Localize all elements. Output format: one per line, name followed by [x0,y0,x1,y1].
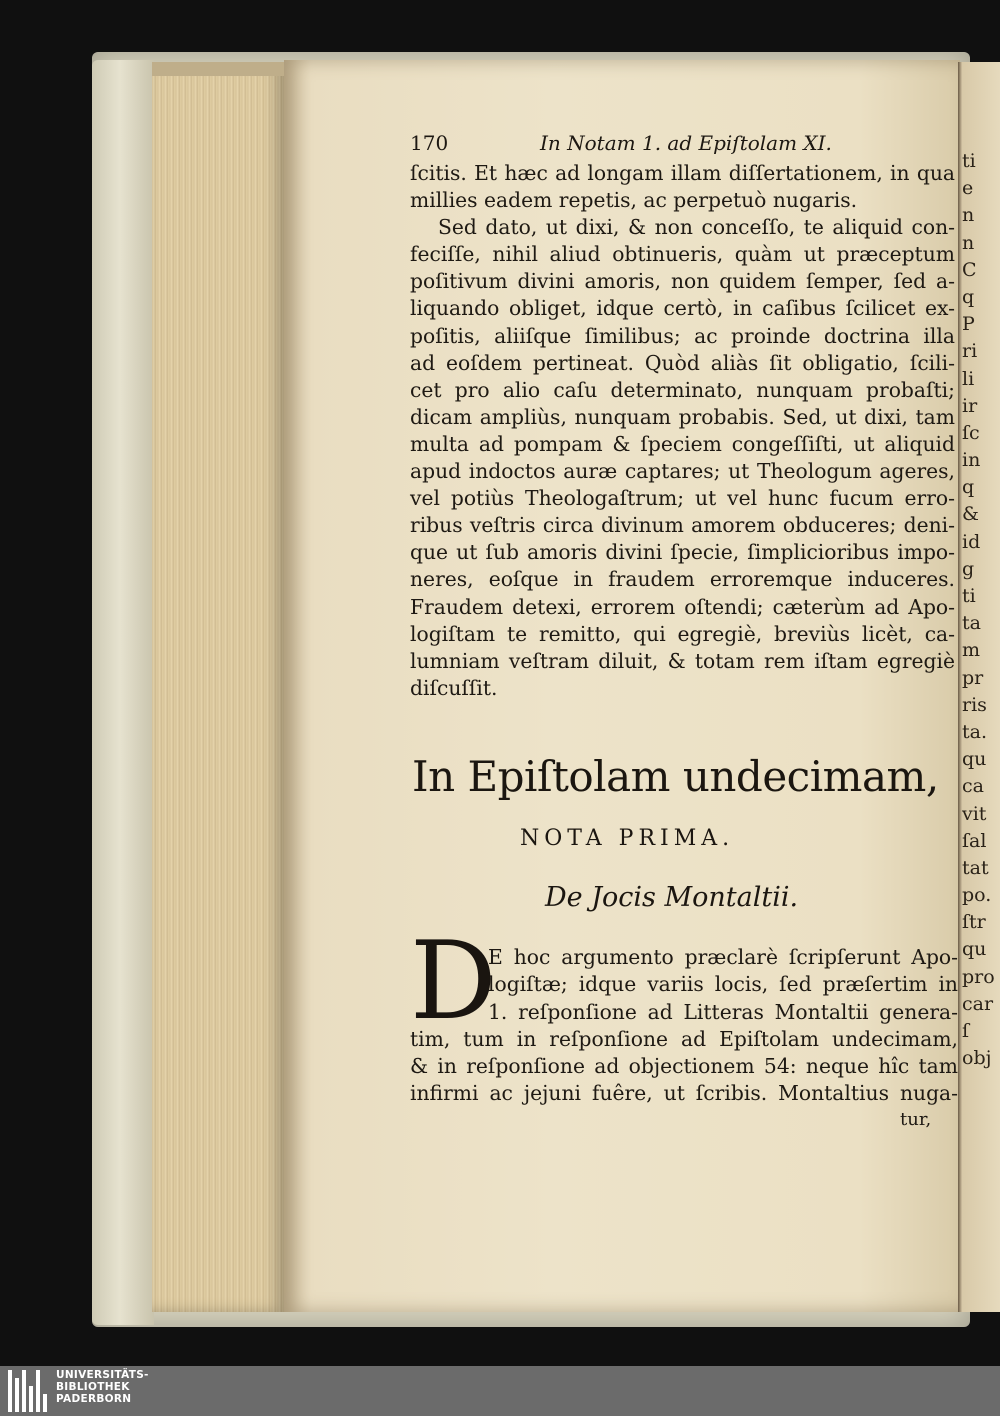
library-logo-icon [8,1370,50,1412]
facing-page-fragment: ſ [962,1020,970,1042]
facing-page-fragment: tat [962,856,989,879]
facing-page-fragment: ca [962,775,984,798]
facing-page-fragment: ris [962,693,987,716]
facing-page-fragment: n [962,231,975,254]
paragraph-1 [410,160,955,702]
text-line: que ut ſub amoris divini ſpecie, ſimplicioribus impo- [410,540,955,565]
facing-page-fragment: pro [962,965,995,988]
text-line: apud indoctos auræ captares; ut Theologum ageres, [410,459,955,484]
facing-page-fragment: q [962,285,975,308]
facing-page-fragment: e [962,177,974,200]
facing-page-fragment: m [962,639,981,662]
text-line: dicam ampliùs, nunquam probabis. Sed, ut dixi, tam [410,404,955,429]
section-subtitle: NOTA PRIMA. [520,826,735,851]
catchword: tur, [900,1109,932,1130]
text-line: 1. reſponſione ad Litteras Montaltii genera- [488,999,958,1024]
text-line: ſcitis. Et hæc ad longam illam diſſertationem, in qua [410,161,955,185]
page-edges-top [152,62,284,76]
facing-page-fragment: ta. [962,720,988,743]
text-line: feciſſe, nihil aliud obtinueris, quàm ut præceptum [410,242,955,267]
text-line: tim, tum in reſponſione ad Epiſtolam undecimam, [410,1026,958,1051]
text-line: poſitis, aliiſque ſimilibus; ac proinde doctrina illa [410,323,955,348]
facing-page-fragment: ſtr [962,911,986,934]
page-header [410,131,840,161]
facing-page-fragment: g [962,557,975,580]
facing-page-fragment: C [962,258,977,281]
text-line: logiſtam te remitto, qui egregiè, breviùs licèt, ca- [410,621,955,646]
facing-page-text [962,148,1000,1072]
text-line: Sed dato, ut dixi, & non conceſſo, te aliquid con- [438,215,955,240]
text-line: cet pro alio caſu determinato, nunquam probaſti; [410,377,955,402]
facing-page-fragment: P [962,313,975,336]
facing-page-fragment: ſal [962,829,987,852]
book-cover-edge [92,60,154,1325]
text-line: multa ad pompam & ſpeciem congeſſiſti, ut aliquid [410,431,955,456]
facing-page-fragment: car [962,992,994,1015]
library-name [56,1369,149,1405]
text-line: E hoc argumento præclarè ſcripſerunt Apo- [488,945,958,969]
facing-page-fragment: & [962,503,979,526]
text-line: & in reſponſione ad objectionem 54: neque hîc tam [410,1054,958,1079]
facing-page-fragment: q [962,476,975,499]
facing-page-fragment: in [962,449,981,472]
library-name-line: UNIVERSITÄTS- [56,1369,149,1381]
facing-page-fragment: pr [962,666,984,689]
text-line: ribus veſtris circa divinum amorem obduceres; deni- [410,513,955,538]
facing-page-fragment: ir [962,394,978,417]
page-edges [152,62,284,1312]
text-line: liquando obliget, idque certò, in caſibus ſcilicet ex- [410,296,955,321]
library-name-line: BIBLIOTHEK [56,1381,130,1393]
library-name-line: PADERBORN [56,1393,132,1405]
paragraph-2 [410,919,958,1108]
facing-page-fragment: ti [962,585,976,607]
facing-page-fragment: ta [962,612,981,635]
page-number: 170 [410,131,449,155]
text-line: lumniam veſtram diluit, & totam rem iſtam egregiè [410,648,955,673]
drop-cap: D [410,919,497,1044]
facing-page-fragment: po. [962,884,992,907]
facing-page-fragment: ſc [962,421,980,444]
text-line: vel potiùs Theologaſtrum; ut vel hunc fucum erro- [410,486,955,511]
facing-page-fragment: vit [962,802,987,825]
text-line: diſcuſſit. [410,675,498,700]
text-line: infirmi ac jejuni fuêre, ut ſcribis. Montaltius nuga- [410,1081,958,1106]
facing-page-fragment: id [962,530,981,553]
section-topic: De Jocis Montaltii. [545,882,799,913]
text-line: Fraudem detexi, errorem oſtendi; cæterùm ad Apo- [410,594,955,619]
text-line: ad eoſdem pertineat. Quòd aliàs ſit obligatio, ſcili- [410,350,955,375]
facing-page-fragment: n [962,204,975,227]
footer-bar [0,1366,1000,1416]
section-title: In Epiſtolam undecimam, [412,752,939,801]
text-line: millies eadem repetis, ac perpetuò nugaris. [410,188,858,213]
facing-page-fragment: ti [962,150,976,172]
facing-page-fragment: qu [962,748,987,771]
text-line: logiſtæ; idque variis locis, ſed præſertim in [488,972,958,997]
text-line: neres, eoſque in fraudem erroremque induceres. [410,567,955,592]
facing-page-fragment: ri [962,340,978,363]
text-line: poſitivum divini amoris, non quidem ſemper, ſed a- [410,269,955,294]
facing-page-fragment: obj [962,1047,992,1070]
running-head: In Notam 1. ad Epiſtolam XI. [540,131,832,155]
facing-page-fragment: qu [962,938,987,961]
facing-page-fragment: li [962,367,975,390]
